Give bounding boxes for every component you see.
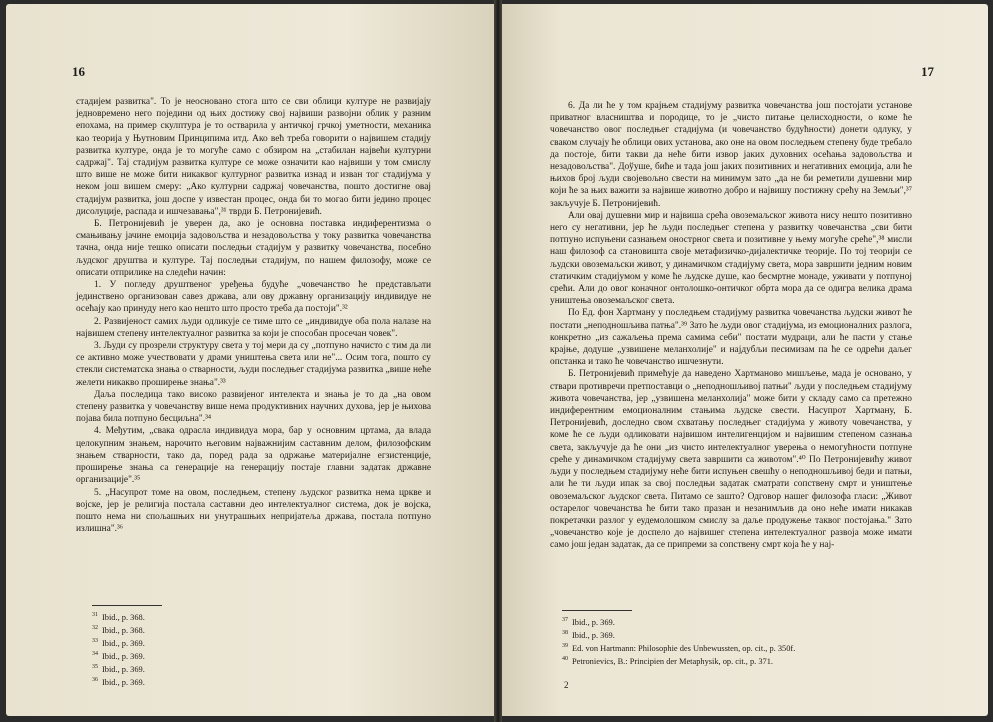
paragraph: 6. Да ли ће у том крајњем стадијуму развитка човечанства још постојати установе приватног власништва и породице, то је „чисто питање целисходности, о коме ће човечанство овог последњег стадијума (и човечанство будућности) донети одлуку, у сваком случају ће облици ових установа, ако оне на овом последњем степену буде требало да постоје, бити такви да неће бити извор јаких духовних осећања задовољства и незадовољства". Доўуше, биће и тада још јаких позитивних и негативних емоција, али ће њихов број људи својевољно свести на минимум зато „да не би реметили душевни мир који ће за њих важити за највише животно добро и највишу постижну срећу на Земљи",³⁷ закључује Б. Петронијевић. [550, 101, 912, 209]
footnote: $^{33}$ Ibid., p. 369. [92, 638, 145, 648]
left-page [6, 4, 494, 716]
footnote: $^{40}$ Petronievics, B.: Principien der Metaphysik, op. cit., p. 371. [562, 656, 773, 667]
footnotes [92, 610, 145, 689]
paragraph: 4. Међутим, „свака одрасла индивидуа мора, бар у основним цртама, да влада целокупним знањем, нарочито његовим најважнијим саставним делом, филозофским знањем стварности, тако да, поред рада за одржање материјалне егзистенције, проширење знања са генерације на генерацију постаје главни задатак државне организације".³⁵ [76, 426, 431, 486]
paragraph: стадијем развитка". То је неосновано стога што се сви облици културе не развијају једновремено него поједини од њих достижу свој највиши развојни облик у разним епохама, на пример скулптура је то остварила у античкој грчкој уметности, механика као теорија у Њутновим Принципима итд. Ако већ треба говорити о највишем стадију развитка културе, онда је то могуће само с обзиром на „стабилан највећи културни садржај". Тај стадијум развитка културе се може означити као највиши у том смислу што више не може бити никаквог културног развитка изнад и изван тог стадијума у неком још вишем смеру: „Ако културни садржај човечанства, пошто достигне овај стадијум развитка, још доспе у известан процес, онда би то могао бити једино процес дисолуције, распада и ишчезавања",³¹ тврди Б. Петронијевић. [76, 97, 431, 217]
paragraph: 5. „Насупрот томе на овом, последњем, степену људског развитка нема цркве и војске, јер је религија постала саставни део интелектуалног система, док је војска, пошто нема ни спољашњих ни унутрашњих непријатеља држава, постала потпуно излишна".³⁶ [76, 487, 431, 535]
footnote: $^{34}$ Ibid., p. 369. [92, 651, 145, 662]
page-number: 16 [72, 64, 85, 79]
paragraph: Б. Петронијевић је уверен да, ако је основна поставка индиферентизма о смањивању јачине емоција задовољства и незадовољства у току развитка човечанства тачна, онда није тешко описати последњи стадијум у развитку човечанства, посебно људског друштва и културе. Тај последњи стадијум, по нашем филозофу, може се описати отприлике на следећи начин: [76, 219, 431, 278]
footnote: $^{37}$ Ibid., p. 369. [562, 617, 615, 627]
footnote: $^{35}$ Ibid., p. 369. [92, 664, 145, 675]
body-text [550, 100, 912, 552]
body-text [76, 96, 431, 535]
footnote: $^{31}$ Ibid., p. 368. [92, 612, 145, 622]
right-page [502, 4, 988, 716]
paragraph: Али овај душевни мир и највиша срећа овоземаљског живота нису нешто позитивно него су негативни, јер ће људи последњег степена у развитку човечанства „сви бити потпуно испуњени сазнањем онострног света и позитивне у њему могуће среће",³⁸ мисли наш филозоф са становишта своје метафизичко-дијалектичке теорије. По тој теорији се људски овоземаљски живот, у динамичком стадијуму света, мора завршити једним новим статичким стадијумом у коме ће људске душе, као бесмртне монаде, уживати у потпуној срећи. Али до овог коначног онтолошко-онтичког обрта мора да се одигра велика драма уништења овоземаљског света. [550, 210, 912, 307]
signature-mark: 2 [564, 680, 569, 690]
paragraph: Б. Петронијевић примећује да наведено Хартманово мишљење, мада је основано, у ствари противречи претпоставци о „неподношљивој патњи" људи у последњем стадијуму живота човечанства, јер „узвишена меланхолија" може бити у складу само са претежно индиферентним емоционалним стањима људске свести. Насупрот Хартману, Б. Петронијевић, доследно свом схватању последњег стадијума у животу човечанства, у коме ће се људи одликовати највишом интелигенцијом и највишим степеном сазнања света, закључује да ће они „из чисто интелектуалног уверења о немогућности потпуне среће у динамичком стадијуму света завршити са животом".⁴⁰ По Петронијевићу живот људи у последњем стадијуму неће бити испуњен свешћу о неподношљивој беди и патњи, али ће ти људи ипак за свој последњи задатак сматрати сопствену смрт и уништење овоземаљског људског света. Питамо се зашто? Одговор нашег филозофа гласи: „Живот остарелог човечанства ће бити тако празан и незанимљив да оно неће имати никакав покретачки разлог у еудемолошком смислу за даље продужење таквог постојања." Зато „човечанство које је доспело до највишег степена интелектуалног развоја може имати само још један задатак, да се припреми за сопствену смрт која ће у нај- [550, 369, 912, 551]
footnote-divider [562, 610, 632, 611]
paragraph: 3. Људи су прозрели структуру света у тој мери да су „потпуно начисто с тим да ли се активно може учествовати у драми уништења света или не"... Осим тога, пошто су стекли систематска знања о стварности, људи последњег стадијума развитка „више неће желети никакво проширење знања".³³ [76, 341, 431, 388]
footnote-divider [92, 605, 162, 606]
paragraph: Даља последица тако високо развијеног интелекта и знања је то да „на овом степену развитка у човечанству више нема продуктивних научних духова, јер је њихова појава била потпуно бесциљна".³⁴ [76, 389, 431, 425]
paragraph: 2. Развијеност самих људи одликује се тиме што се „индивидуе оба пола налазе на највишем степену интелектуалног развитка за који је способан просечан човек". [76, 316, 431, 339]
footnotes [562, 615, 795, 667]
page-number: 17 [921, 64, 934, 79]
footnote: $^{32}$ Ibid., p. 368. [92, 625, 145, 635]
book-gutter [494, 0, 502, 722]
paragraph: По Ед. фон Хартману у последњем стадијуму развитка човечанства људски живот ће постати „неподношљива патња".³⁹ Зато ће људи овог стадијума, из емоционалних разлога, конкретно „из сажаљења према самима себи" постати мудраци, али ће пасти у стање крајње, додуше „узвишене меланхолије" и најдубљи песимизам па ће се одрећи даљег опстанка и тако ће човечанство ишчезнути. [550, 308, 912, 368]
footnote: $^{36}$ Ibid., p. 369. [92, 677, 145, 688]
footnote: $^{38}$ Ibid., p. 369. [562, 630, 615, 640]
footnote: $^{39}$ Ed. von Hartmann: Philosophie des Unbewussten, op. cit., p. 350f. [562, 643, 796, 653]
paragraph: 1. У погледу друштвеног уређења будуће „човечанство ће представљати јединствено организован савез држава, али ову државну организацију индивидуе не осећају као принуду него као нешто што просто треба да постоји".³² [76, 280, 431, 315]
